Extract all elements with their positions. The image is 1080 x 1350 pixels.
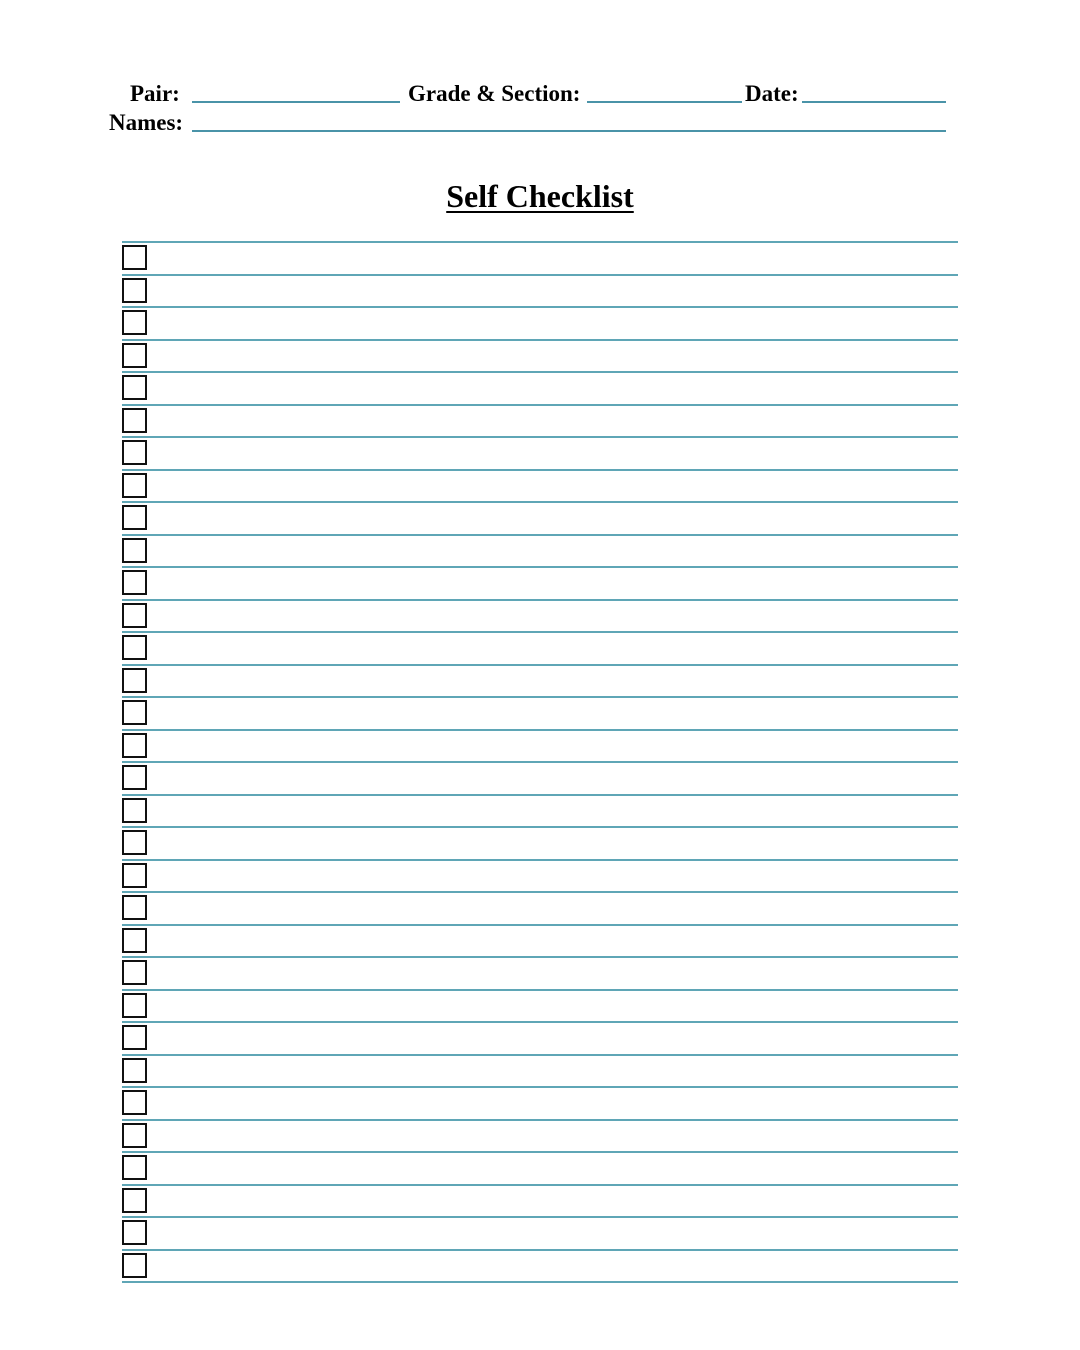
checklist-checkbox[interactable]: [122, 635, 147, 660]
checklist-checkbox[interactable]: [122, 733, 147, 758]
checklist-checkbox[interactable]: [122, 1058, 147, 1083]
checklist-rule: [122, 729, 958, 731]
page-title: [0, 177, 1080, 215]
pair-label: Pair:: [130, 81, 180, 106]
checklist-checkbox[interactable]: [122, 310, 147, 335]
page-title-text: Self Checklist: [446, 178, 634, 214]
checklist-checkbox[interactable]: [122, 440, 147, 465]
checklist-checkbox[interactable]: [122, 863, 147, 888]
checklist-rule: [122, 826, 958, 828]
checklist-checkbox[interactable]: [122, 928, 147, 953]
checklist-checkbox[interactable]: [122, 993, 147, 1018]
checklist-checkbox[interactable]: [122, 278, 147, 303]
names-field[interactable]: [192, 130, 946, 132]
checklist-rule: [122, 371, 958, 373]
checklist-rule: [122, 1281, 958, 1283]
names-label: Names:: [109, 110, 184, 135]
grade-section-field[interactable]: [587, 101, 742, 103]
checklist-checkbox[interactable]: [122, 960, 147, 985]
checklist-rule: [122, 1249, 958, 1251]
checklist-rule: [122, 599, 958, 601]
checklist-rule: [122, 404, 958, 406]
checklist-rule: [122, 1086, 958, 1088]
checklist-checkbox[interactable]: [122, 895, 147, 920]
checklist-rule: [122, 1184, 958, 1186]
checklist-checkbox[interactable]: [122, 1253, 147, 1278]
checklist-rule: [122, 761, 958, 763]
checklist-checkbox[interactable]: [122, 343, 147, 368]
checklist-rule: [122, 696, 958, 698]
checklist-rule: [122, 1119, 958, 1121]
checklist-rule: [122, 989, 958, 991]
date-label: Date:: [745, 81, 799, 106]
checklist-checkbox[interactable]: [122, 668, 147, 693]
checklist-rule: [122, 469, 958, 471]
checklist-rule: [122, 1021, 958, 1023]
checklist-rule: [122, 566, 958, 568]
checklist-checkbox[interactable]: [122, 375, 147, 400]
checklist-checkbox[interactable]: [122, 1025, 147, 1050]
checklist-checkbox[interactable]: [122, 1090, 147, 1115]
checklist-checkbox[interactable]: [122, 1220, 147, 1245]
checklist-checkbox[interactable]: [122, 245, 147, 270]
checklist-checkbox[interactable]: [122, 830, 147, 855]
checklist-rule: [122, 1054, 958, 1056]
checklist-checkbox[interactable]: [122, 603, 147, 628]
pair-field[interactable]: [192, 101, 400, 103]
checklist-rule: [122, 436, 958, 438]
checklist-checkbox[interactable]: [122, 570, 147, 595]
checklist-rule: [122, 241, 958, 243]
checklist-checkbox[interactable]: [122, 1188, 147, 1213]
checklist-rule: [122, 956, 958, 958]
checklist-rule: [122, 339, 958, 341]
checklist-checkbox[interactable]: [122, 538, 147, 563]
checklist-checkbox[interactable]: [122, 473, 147, 498]
checklist-rule: [122, 501, 958, 503]
checklist-rule: [122, 1151, 958, 1153]
checklist-checkbox[interactable]: [122, 505, 147, 530]
checklist-rule: [122, 306, 958, 308]
checklist-checkbox[interactable]: [122, 408, 147, 433]
checklist-checkbox[interactable]: [122, 700, 147, 725]
date-field[interactable]: [802, 101, 946, 103]
grade-section-label: Grade & Section:: [408, 81, 581, 106]
checklist-rule: [122, 924, 958, 926]
checklist-rule: [122, 631, 958, 633]
checklist-rule: [122, 794, 958, 796]
checklist-checkbox[interactable]: [122, 1155, 147, 1180]
checklist-rule: [122, 534, 958, 536]
checklist-checkbox[interactable]: [122, 1123, 147, 1148]
checklist-rule: [122, 664, 958, 666]
checklist-checkbox[interactable]: [122, 798, 147, 823]
checklist-rule: [122, 274, 958, 276]
checklist-rule: [122, 891, 958, 893]
checklist-rule: [122, 1216, 958, 1218]
checklist-rule: [122, 859, 958, 861]
checklist-checkbox[interactable]: [122, 765, 147, 790]
